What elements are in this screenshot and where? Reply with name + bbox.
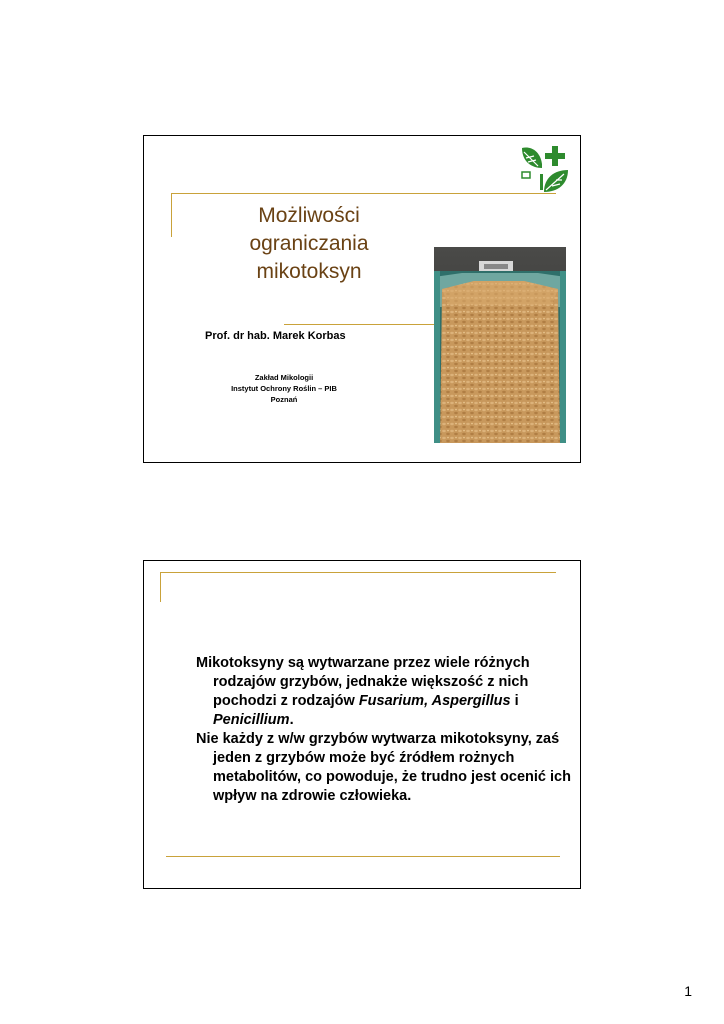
genus-fusarium-aspergillus: Fusarium, Aspergillus — [358, 693, 511, 709]
page-number: 1 — [684, 983, 692, 999]
paragraph-fungi-metabolites: Nie każdy z w/w grzybów wytwarza mikotoksyny, zaś jeden z grzybów może być źródłem rożnych metabolitów, co powoduje, że trudno jest ocenić ich wpływ na zdrowie człowieka. — [196, 731, 571, 804]
accent-top-line — [160, 572, 556, 573]
accent-vertical-line — [160, 572, 161, 602]
accent-vertical-line — [171, 193, 172, 237]
slide-title-line-2: mikotoksyn — [256, 260, 362, 283]
slide-title — [204, 202, 414, 286]
slide-body — [196, 654, 571, 806]
author-name: Prof. dr hab. Marek Korbas — [205, 330, 346, 342]
paragraph-mycotoxin-sources — [196, 654, 571, 730]
accent-bottom-line — [166, 856, 560, 857]
accent-top-line — [171, 193, 556, 194]
institution-name: Instytut Ochrony Roślin – PIB — [231, 384, 337, 393]
accent-mid-line — [284, 324, 434, 325]
slide-2 — [143, 560, 581, 889]
paragraph-1-period: . — [289, 712, 294, 728]
genus-penicillium: Penicillium — [213, 712, 290, 728]
institution-city: Poznań — [270, 395, 298, 404]
ior-logo-icon — [520, 144, 570, 194]
slide-1 — [143, 135, 581, 463]
institution-block — [204, 372, 364, 405]
grain-trailer-photo — [434, 247, 566, 443]
paragraph-1-text: Mikotoksyny są wytwarzane przez wiele różnych rodzajów grzybów, jednakże większość z nich pochodzi z rodzajów — [196, 655, 530, 709]
slide-title-line-1: Możliwości ograniczania — [249, 204, 369, 255]
paragraph-1-conjunction: i — [510, 693, 519, 709]
institution-department: Zakład Mikologii — [254, 373, 314, 382]
